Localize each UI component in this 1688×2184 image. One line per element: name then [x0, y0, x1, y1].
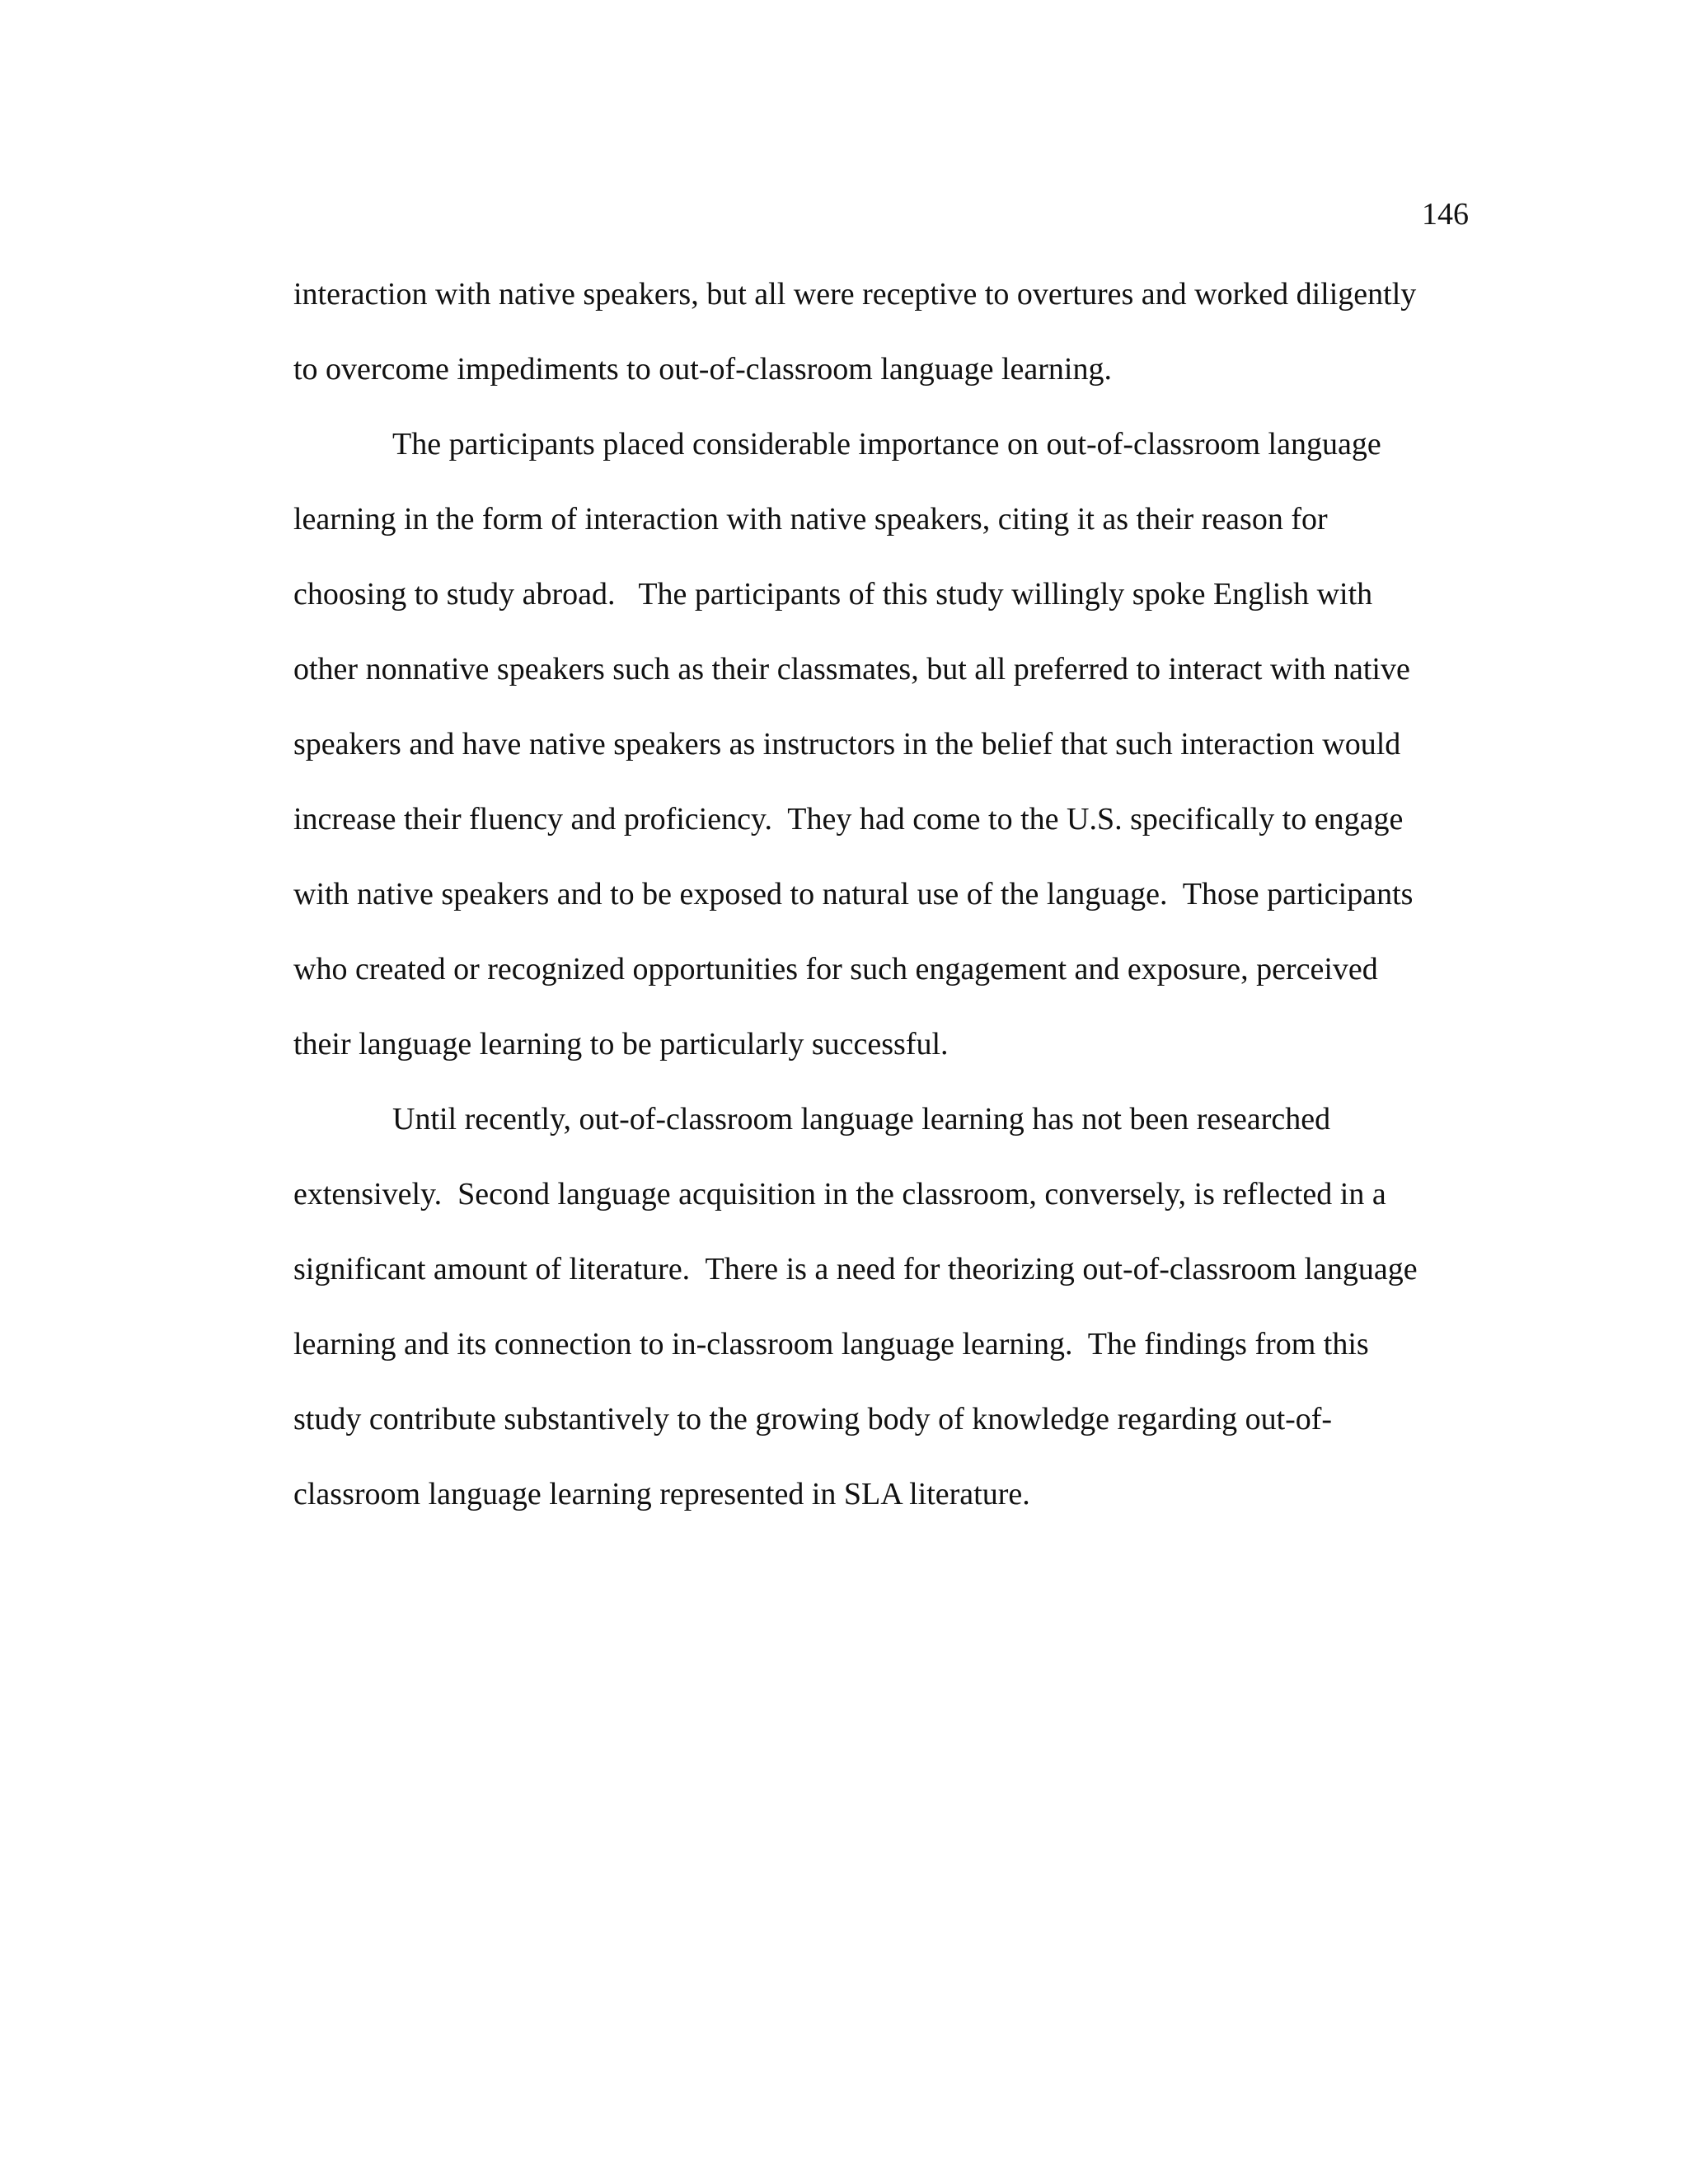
text-line: who created or recognized opportunities for such engagement and exposure, perceived	[293, 952, 1378, 987]
text-line: The participants placed considerable importance on out-of-classroom language	[392, 427, 1381, 462]
text-line: learning and its connection to in-classroom language learning. The findings from this	[293, 1327, 1369, 1361]
paragraph	[293, 407, 1480, 1082]
paragraph	[293, 257, 1480, 407]
text-line: increase their fluency and proficiency. They had come to the U.S. specifically to engage	[293, 802, 1404, 837]
text-line: extensively. Second language acquisition in the classroom, conversely, is reflected in a	[293, 1177, 1386, 1212]
text-line: other nonnative speakers such as their classmates, but all preferred to interact with native	[293, 652, 1410, 687]
paragraph	[293, 1082, 1480, 1532]
page-number: 146	[1422, 197, 1469, 232]
text-line: choosing to study abroad. The participants of this study willingly spoke English with	[293, 577, 1373, 612]
text-line: speakers and have native speakers as instructors in the belief that such interaction would	[293, 727, 1401, 762]
text-line: significant amount of literature. There is a need for theorizing out-of-classroom language	[293, 1252, 1418, 1286]
text-line: learning in the form of interaction with native speakers, citing it as their reason for	[293, 502, 1328, 537]
text-line: classroom language learning represented in SLA literature.	[293, 1477, 1030, 1511]
body-text	[293, 257, 1480, 1532]
text-line: interaction with native speakers, but all were receptive to overtures and worked diligently	[293, 277, 1417, 312]
text-line: their language learning to be particularly successful.	[293, 1027, 949, 1062]
text-line: Until recently, out-of-classroom language learning has not been researched	[392, 1102, 1331, 1137]
text-line: with native speakers and to be exposed to natural use of the language. Those participants	[293, 877, 1414, 912]
text-line: study contribute substantively to the growing body of knowledge regarding out-of-	[293, 1402, 1333, 1436]
text-line: to overcome impediments to out-of-classroom language learning.	[293, 352, 1112, 387]
